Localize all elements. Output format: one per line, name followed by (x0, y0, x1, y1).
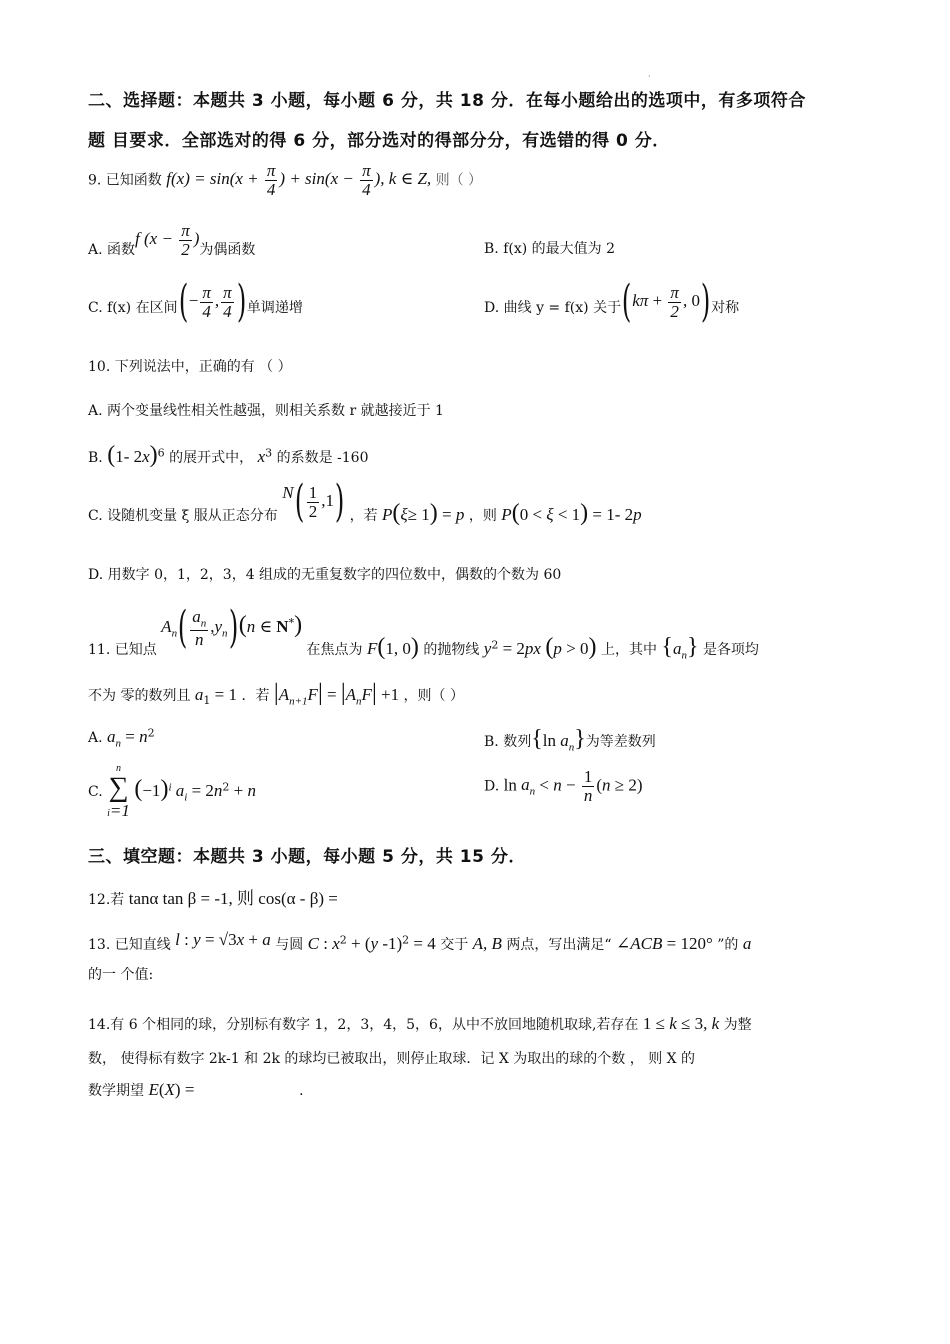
q9-options-row2 (88, 276, 862, 327)
question-10-stem: 10. 下列说法中，正确的有 （ ） (88, 359, 292, 375)
q9-option-c: C. f(x) 在区间(− $\frac{\pi}{4}$ , $\frac{\pi}{4}$ )单调递增 (88, 276, 303, 327)
question-9-stem (88, 162, 862, 199)
q9-suffix: 则（ ） (435, 172, 483, 189)
q11-option-a: A. $a_n = n^2$ (88, 726, 155, 750)
q9-option-d: D. 曲线 y = f(x) 关于(kπ + $\frac{\pi}{2}$ , 0)对称 (484, 276, 740, 327)
q9-options-row1 (88, 222, 862, 259)
q9-prefix: 9. 已知函数 (88, 172, 162, 189)
question-14-line3: 数学期望 E(X) = ． (88, 1080, 314, 1099)
question-11-stem: 11. 已知点 $A_n$( $\frac{a_n}{n}$ $,y_n)(n$ ∈ N*) 在焦点为 F(1, 0) 的抛物线 $y^2 = 2px$ (p > 0) 上，其中 $\{a_n\}$ 是各项均 (88, 602, 759, 662)
scan-mark: · (648, 72, 651, 81)
question-14-line2: 数， 使得标有数字 2k-1 和 2k 的球均已被取出，则停止取球．记 X 为取出的球的个数 ， 则 X 的 (88, 1051, 696, 1067)
q11-options-row2 (88, 764, 862, 819)
q10-option-d: D. 用数字 0，1，2，3，4 组成的无重复数字的四位数中，偶数的个数为 60 (88, 567, 562, 583)
q9-option-a: A. 函数f (x − $\frac{\pi}{2}$ )为偶函数 (88, 221, 256, 259)
question-13: 13. 已知直线 l : y = √3x + a 与圆 C : $x^2 + (y$ -1)$^2$ = 4 交于 A, B 两点，写出满足“ ∠ACB = 120° ”的 a (88, 930, 752, 953)
q11-options-row1 (88, 726, 862, 754)
q11-option-d: D. $\ln a_n < n$ − $\frac{1}{n}$ (n ≥ 2) (484, 767, 643, 805)
q10-option-a: A. 两个变量线性相关性越强，则相关系数 r 就越接近于 1 (88, 403, 444, 419)
q11-stem-line2: 不为 零的数列且 $a_1 = 1$ ．若 $|A_{n+1}F| = |A_nF| +1$ ，则（ ） (88, 680, 464, 708)
question-14-line1: 14.有 6 个相同的球，分别标有数字 1，2，3，4，5，6，从中不放回地随机取球,若存在 1 ≤ k ≤ 3, k 为整 (88, 1014, 752, 1033)
question-12: 12.若 tanα tan β = -1, 则 cos(α - β) = (88, 889, 338, 908)
q11-option-b: B. 数列{ln $a_n$}为等差数列 (484, 726, 656, 754)
section3-heading: 三、填空题：本题共 3 小题，每小题 5 分，共 15 分． (88, 847, 526, 867)
q9-option-b: B. f(x) 的最大值为 2 (484, 241, 615, 257)
q10-option-b: B. (1- 2x)$^6$ 的展开式中， $x^3$ 的系数是 -160 (88, 442, 369, 468)
q11-option-c: C. n ∑ i=1 $(-1)^i$ $a_i = 2n^2 + n$ (88, 763, 256, 820)
q9-function-formula: f(x) = sin(x + $\frac{\pi}{4}$ ) + sin(x − $\frac{\pi}{4}$ ), k ∈ Z, (166, 161, 432, 199)
q12-formula: tanα tan β = -1, 则 cos(α - β) = (128, 889, 338, 908)
section2-heading-line1: 二、选择题：本题共 3 小题，每小题 6 分，共 18 分．在每小题给出的选项中，有多项符合 (88, 91, 806, 111)
section2-heading-line2: 题 目要求．全部选对的得 6 分，部分选对的得部分分，有选错的得 0 分． (88, 131, 670, 151)
q10-option-c: C. 设随机变量 ξ 服从正态分布 N( $\frac{1}{2}$ ,1) ，若 P(ξ≥ 1) = p ，则 P(0 < ξ < 1) = 1- 2p (88, 476, 642, 527)
q13-line2: 的一 个值: (88, 967, 154, 983)
